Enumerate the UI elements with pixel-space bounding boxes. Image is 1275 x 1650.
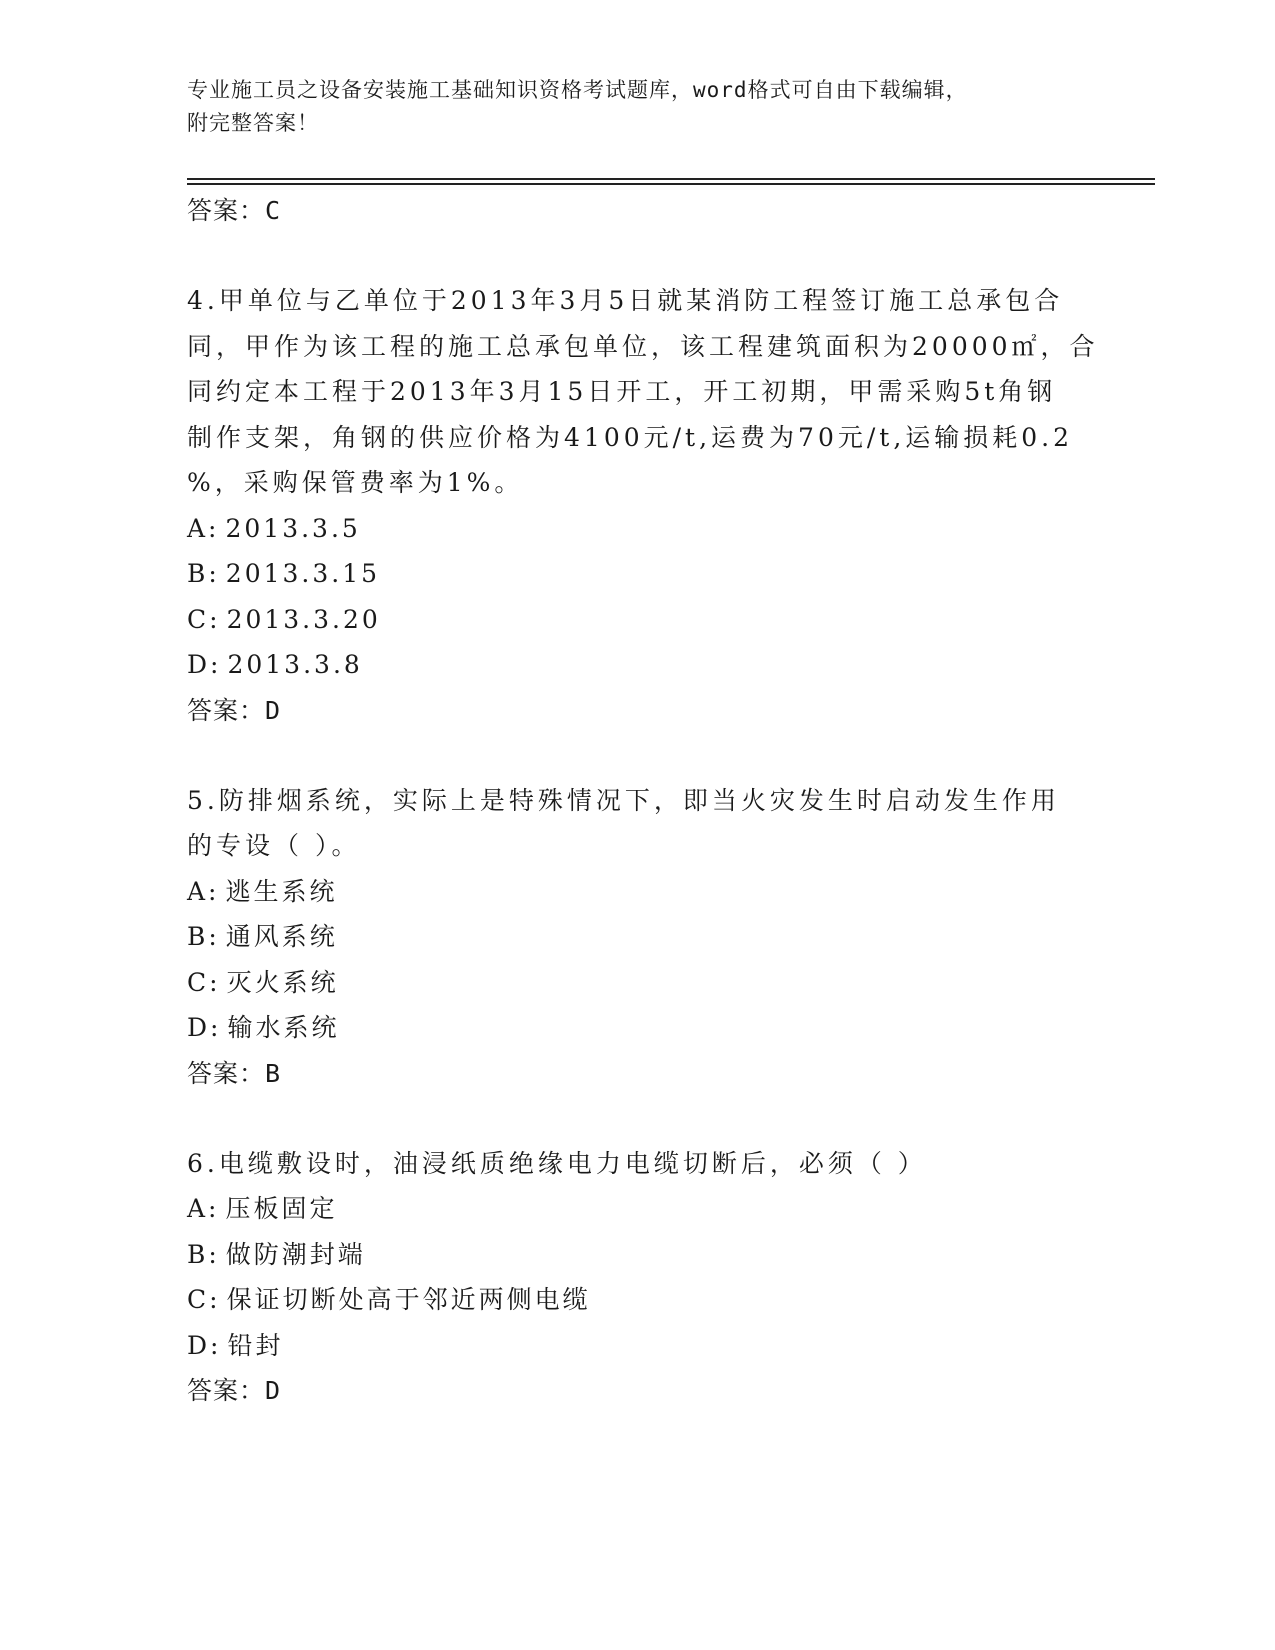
spacer (187, 233, 1087, 278)
option-text: 铅封 (227, 1330, 284, 1360)
option-letter: D: (187, 1330, 222, 1360)
option-letter: C: (187, 967, 221, 997)
option-letter: B: (187, 922, 220, 951)
question-text-line: 的专设（ ）。 (187, 831, 361, 860)
answer-line: 答案：D (187, 695, 282, 725)
question-text-line: 4.甲单位与乙单位于2013年3月5日就某消防工程签订施工总承包合 (187, 286, 1064, 315)
question-text-line: %，采购保管费率为1%。 (187, 468, 524, 497)
spacer (187, 733, 1087, 778)
option-text: 输水系统 (227, 1013, 340, 1042)
option-b (187, 914, 1087, 960)
option-letter: D: (187, 1013, 222, 1042)
option-a (187, 869, 1087, 915)
option-text: 逃生系统 (225, 876, 338, 906)
option-a (187, 506, 1087, 552)
option-letter: A: (187, 876, 220, 906)
option-letter: B: (187, 1239, 220, 1269)
option-d (187, 1005, 1087, 1051)
option-text: 保证切断处高于邻近两侧电缆 (226, 1285, 591, 1314)
option-b (187, 1232, 1087, 1278)
answer-line: 答案：C (187, 196, 282, 225)
option-text: 灭火系统 (226, 967, 339, 997)
option-letter: C: (187, 604, 221, 634)
option-a (187, 1186, 1087, 1232)
option-text: 2013.3.8 (227, 650, 363, 679)
option-text: 2013.3.15 (225, 559, 381, 588)
option-text: 2013.3.20 (226, 604, 381, 634)
question-block (187, 1141, 1087, 1414)
option-letter: C: (187, 1285, 221, 1314)
option-letter: B: (187, 559, 220, 588)
question-block (187, 278, 1099, 733)
answer-line: 答案：B (187, 1058, 282, 1088)
option-text: 2013.3.5 (225, 513, 361, 543)
option-text: 压板固定 (225, 1194, 338, 1223)
question-text-line: 制作支架，角钢的供应价格为4100元/t,运费为70元/t,运输损耗0.2 (187, 422, 1074, 452)
question-text-line: 同约定本工程于2013年3月15日开工，开工初期，甲需采购5t角钢 (187, 377, 1057, 406)
option-letter: A: (187, 1194, 220, 1223)
option-letter: A: (187, 513, 220, 543)
option-b (187, 551, 1087, 597)
question-text-line: 同，甲作为该工程的施工总承包单位，该工程建筑面积为20000㎡，合 (187, 331, 1099, 361)
document-header (187, 74, 1087, 140)
question-block (187, 778, 1087, 1096)
header-divider-top (187, 178, 1155, 180)
option-d (187, 642, 1087, 688)
spacer (187, 1096, 1087, 1141)
question-text-line: 6.电缆敷设时，油浸纸质绝缘电力电缆切断后，必须（ ） (187, 1148, 927, 1178)
answer-line: 答案：D (187, 1376, 282, 1405)
option-c (187, 597, 1087, 643)
option-text: 通风系统 (225, 922, 338, 951)
option-letter: D: (187, 650, 222, 679)
header-line-1: 专业施工员之设备安装施工基础知识资格考试题库，word格式可自由下载编辑， (187, 78, 968, 102)
header-line-2: 附完整答案！ (187, 111, 319, 135)
question-text-line: 5.防排烟系统，实际上是特殊情况下，即当火灾发生时启动发生作用 (187, 785, 1060, 815)
option-c (187, 960, 1087, 1006)
question-content (187, 188, 1099, 1413)
option-d (187, 1323, 1087, 1369)
option-c (187, 1277, 1087, 1323)
header-divider-bottom (187, 183, 1155, 185)
option-text: 做防潮封端 (225, 1239, 366, 1269)
